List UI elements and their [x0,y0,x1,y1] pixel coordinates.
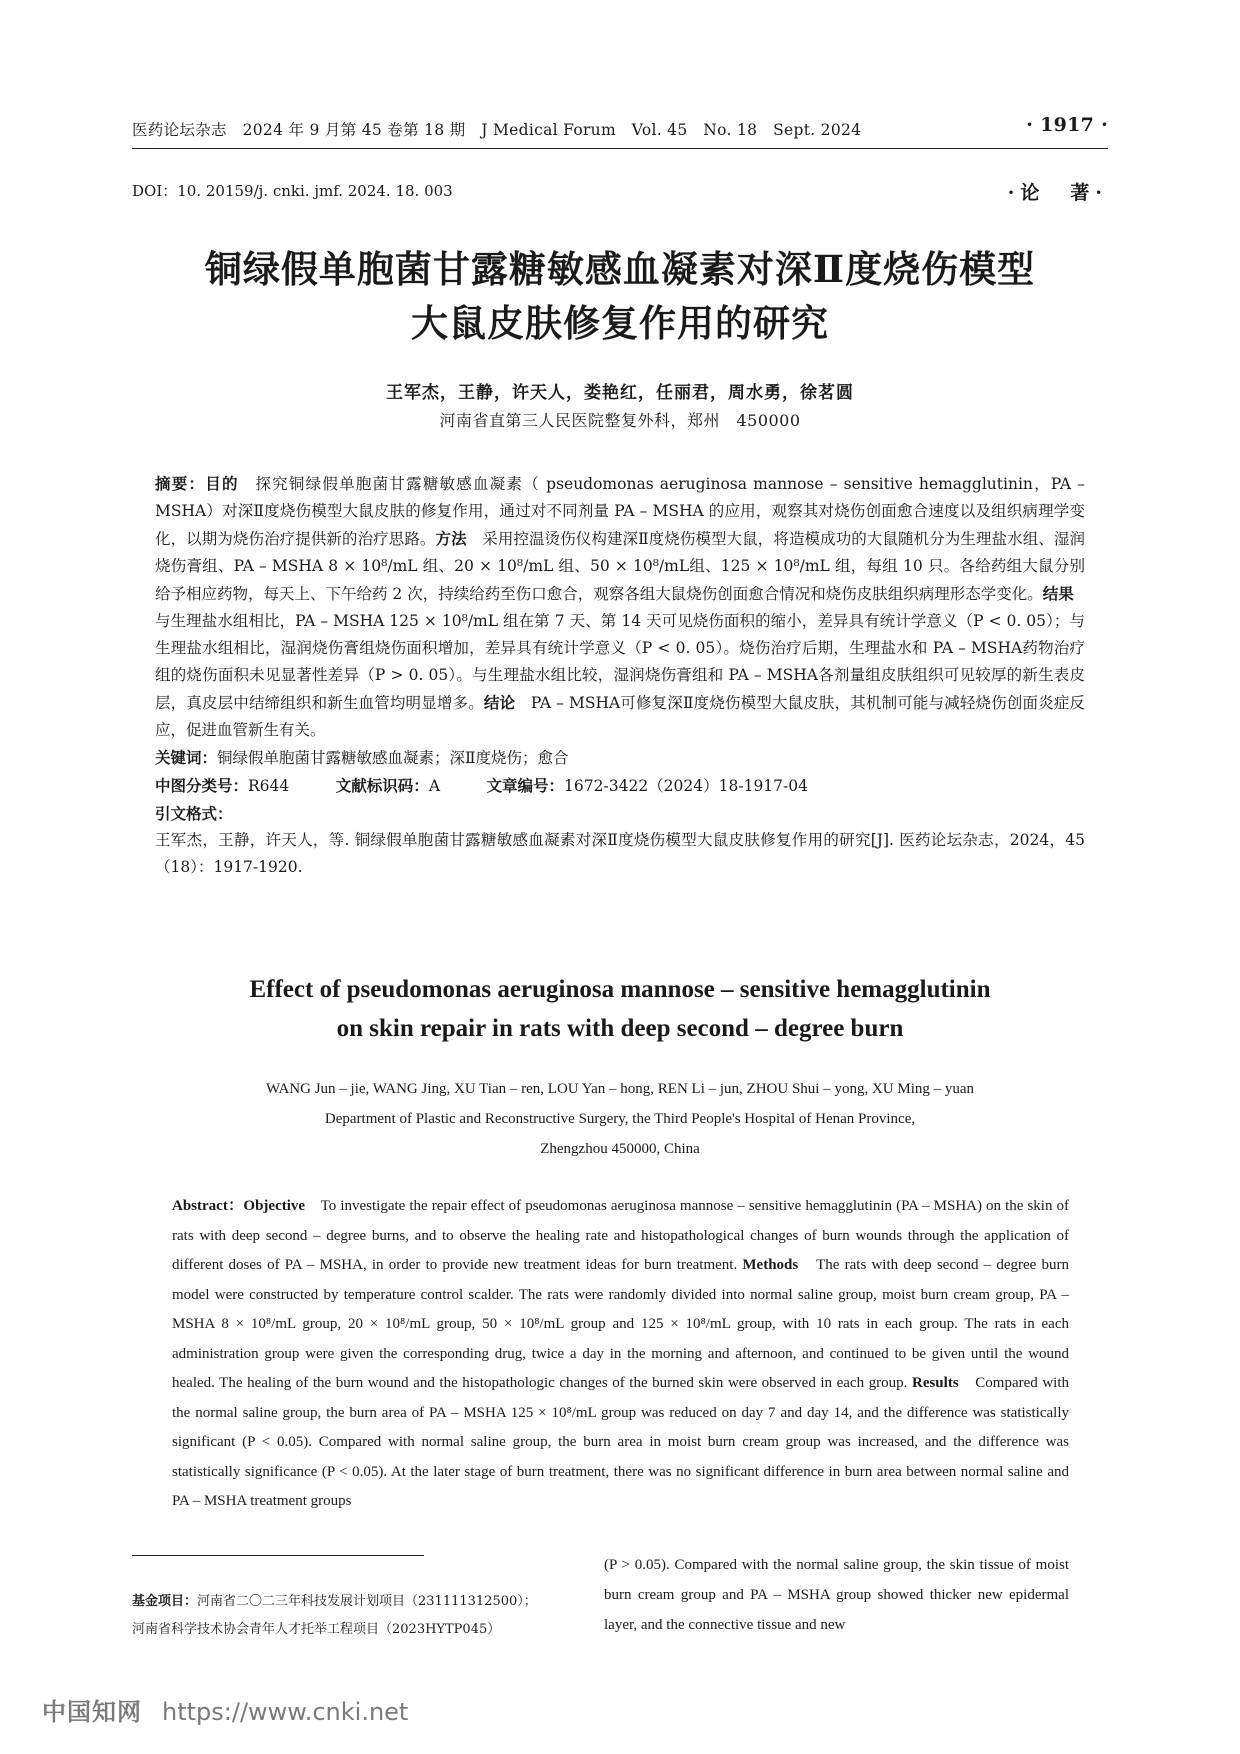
label-results: 结果 [1042,584,1074,603]
doi: DOI：10. 20159/j. cnki. jmf. 2024. 18. 003 [132,182,453,200]
running-header [132,114,1108,140]
funding-line2: 河南省科学技术协会青年人才托举工程项目（2023HYTP045） [132,1622,501,1637]
funding-label: 基金项目： [132,1594,198,1609]
en-label-results: Results [911,1375,959,1391]
page-number: · 1917 · [1026,114,1108,136]
clc-value: R644 [248,777,290,795]
en-abstract [172,1192,1069,1517]
en-abstract-continued [604,1550,1069,1640]
cn-abstract-body [155,470,1090,744]
en-affiliation-line2: Zhengzhou 450000, China [540,1141,700,1157]
classification [155,772,1085,800]
label-citation: 引文格式： [155,804,233,823]
en-authors: WANG Jun – jie, WANG Jing, XU Tian – ren, LOU Yan – hong, REN Li – jun, ZHOU Shui – yong, XU Ming – yuan [265,1081,975,1097]
en-title [132,970,1108,1048]
label-clc: 中图分类号： [155,776,249,795]
en-author-block [132,1074,1108,1164]
label-conclusion: 结论 [483,693,516,712]
en-methods-text: The rats with deep second – degree burn model were constructed by temperature control scalder. The rats were randomly divided into normal saline group, moist burn cream group, PA – MSHA 8 × 10⁸/mL group, 20 × 10⁸/mL group, 50 × 10⁸/mL group and 125 × 10⁸/mL group, with 10 rats in each group. The rats in each administration group were given the corresponding drug, twice a day in the morning and afternoon, and continued to be given until the wound healed. The healing of the burn wound and the histopathologic changes of the burned skin were observed in each group. [172,1257,1069,1391]
en-title-line1: Effect of pseudomonas aeruginosa mannose – sensitive hemagglutinin [249,976,991,1003]
label-article-no: 文章编号： [486,776,565,795]
citation-text: 王军杰，王静，许天人，等. 铜绿假单胞菌甘露糖敏感血凝素对深Ⅱ度烧伤模型大鼠皮肤修复作用的研究[J]. 医药论坛杂志，2024，45（18）：1917-1920. [155,831,1085,876]
cnki-watermark [42,1692,408,1727]
label-objective: 摘要：目的 [155,474,239,493]
conclusion-text: PA – MSHA可修复深Ⅱ度烧伤模型大鼠皮肤，其机制可能与减轻烧伤创面炎症反应，促进血管新生有关。 [155,694,1085,739]
en-label-objective: Abstract：Objective [172,1198,306,1214]
article-no-value: 1672-3422（2024）18-1917-04 [564,777,808,795]
journal-info: 医药论坛杂志 2024 年 9 月第 45 卷第 18 期 J Medical Forum Vol. 45 No. 18 Sept. 2024 [132,121,862,139]
footnote-rule [132,1555,424,1556]
cn-title-line1: 铜绿假单胞菌甘露糖敏感血凝素对深Ⅱ度烧伤模型 [204,247,1036,291]
keywords-text: 铜绿假单胞菌甘露糖敏感血凝素；深Ⅱ度烧伤；愈合 [217,749,569,767]
funding-line1: 河南省二〇二三年科技发展计划项目（231111312500）； [197,1594,537,1609]
en-abstract-body [172,1192,1069,1517]
en-affiliation-line1: Department of Plastic and Reconstructive Surgery, the Third People's Hospital of Henan Province, [324,1111,916,1127]
en-results-text-part1: Compared with the normal saline group, the burn area of PA – MSHA 125 × 10⁸/mL group was reduced on day 7 and day 14, and the difference was statistically significant (P < 0.05). Compared with normal saline group, the burn area in moist burn cream group was increased, and the difference was statistically significance (P < 0.05). At the later stage of burn treatment, there was no significant difference in burn area between normal saline and PA – MSHA treatment groups [172,1375,1070,1509]
en-objective-text: To investigate the repair effect of pseudomonas aeruginosa mannose – sensitive hemagglutinin (PA – MSHA) on the skin of rats with deep second – degree burns, and to observe the healing rate and histopathological changes of burn wounds through the application of different doses of PA – MSHA, in order to provide new treatment ideas for burn treatment. [172,1198,1069,1273]
cn-authors: 王军杰，王静，许天人，娄艳红，任丽君，周水勇，徐茗圆 [386,383,854,403]
cnki-logo: 中国知网 [42,1698,142,1726]
column-label: ·论 著· [1007,182,1108,204]
en-results-text-part2: (P > 0.05). Compared with the normal saline group, the skin tissue of moist burn cream group and PA – MSHA group showed thicker new epidermal layer, and the connective tissue and new [604,1557,1069,1633]
results-text: 与生理盐水组相比，PA – MSHA 125 × 10⁸/mL 组在第 7 天、第 14 天可见烧伤面积的缩小，差异具有统计学意义（P < 0. 05）；与生理盐水组相比，湿润烧伤膏组烧伤面积增加，差异具有统计学意义（P < 0. 05）。烧伤治疗后期，生理盐水和 PA – MSHA药物治疗组的烧伤面积未见显著性差异（P > 0. 05）。与生理盐水组比较，湿润烧伤膏组和 PA – MSHA各剂量组皮肤组织可见较厚的新生表皮层，真皮层中结缔组织和新生血管均明显增多。 [155,585,1090,712]
cn-title [132,242,1108,350]
label-methods: 方法 [435,529,467,548]
keywords [155,744,1085,772]
cnki-url: https://www.cnki.net [162,1698,409,1726]
label-doc-code: 文献标识码： [335,776,429,795]
objective-text: 探究铜绿假单胞菌甘露糖敏感血凝素（ pseudomonas aeruginosa mannose – sensitive hemagglutinin，PA – MSHA）对深Ⅱ度烧伤模型大鼠皮肤的修复作用，通过对不同剂量 PA – MSHA 的应用，观察其对烧伤创面愈合速度以及组织病理学变化，以期为烧伤治疗提供新的治疗思路。 [155,475,1085,548]
doc-code-value: A [428,777,441,795]
label-keywords: 关键词： [155,748,218,767]
cn-affiliation: 河南省直第三人民医院整复外科，郑州 450000 [439,411,801,430]
cn-title-line2: 大鼠皮肤修复作用的研究 [411,301,829,345]
en-label-methods: Methods [742,1257,799,1273]
cn-abstract [155,470,1090,881]
en-title-line2: on skin repair in rats with deep second – degree burn [336,1015,904,1042]
methods-text: 采用控温烫伤仪构建深Ⅱ度烧伤模型大鼠，将造模成功的大鼠随机分为生理盐水组、湿润烧伤膏组、PA – MSHA 8 × 10⁸/mL 组、20 × 10⁸/mL 组、50 × 10⁸/mL组、125 × 10⁸/mL 组，每组 10 只。各给药组大鼠分别给予相应药物，每天上、下午给药 2 次，持续给药至伤口愈合，观察各组大鼠烧伤创面愈合情况和烧伤皮肤组织病理形态学变化。 [155,530,1085,603]
header-rule [132,148,1108,149]
funding-footnote [132,1588,602,1644]
